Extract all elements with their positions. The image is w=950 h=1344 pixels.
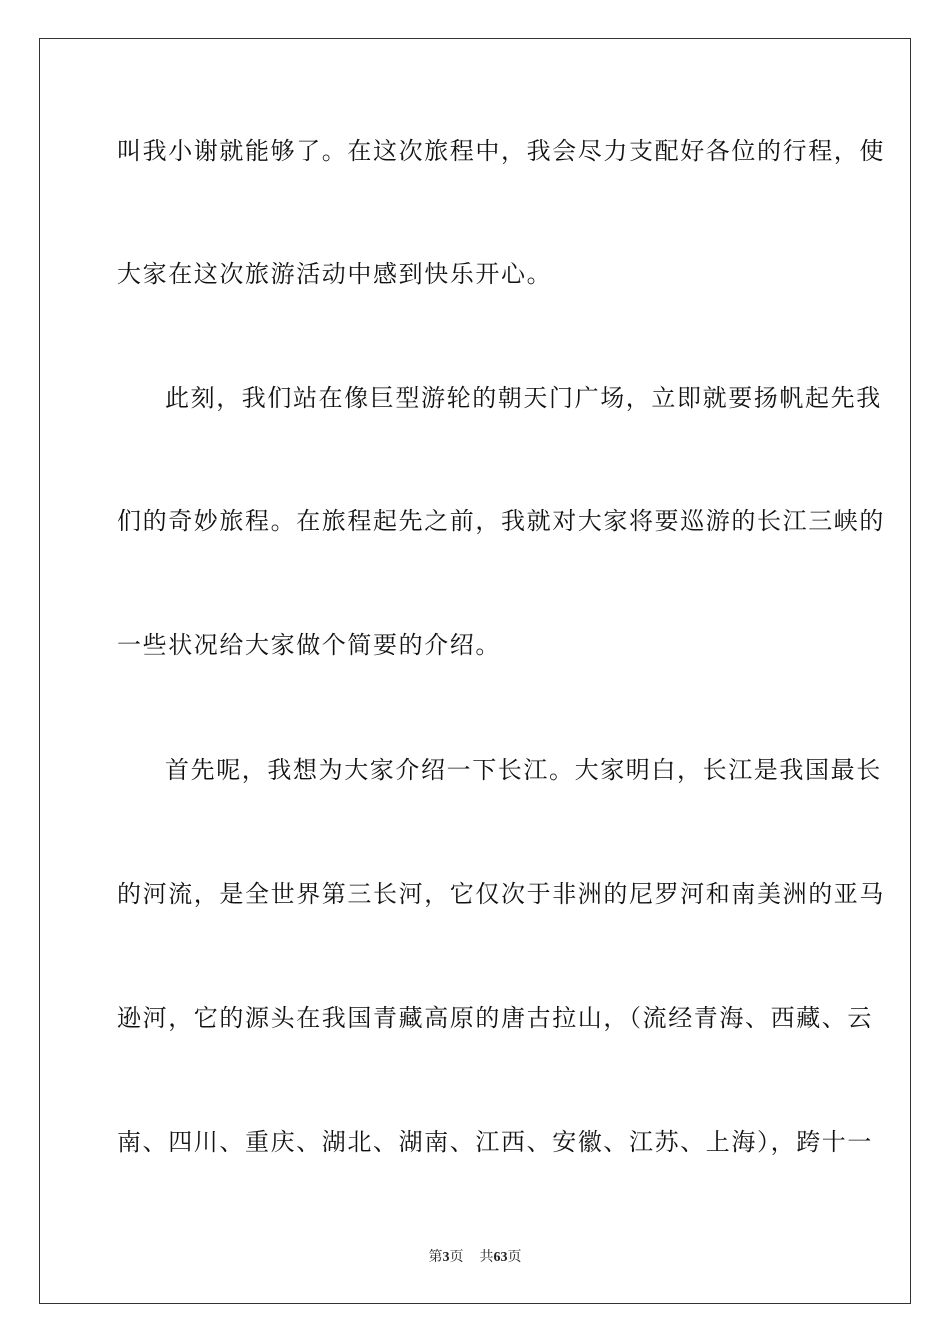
text-line: 的河流，是全世界第三长河，它仅次于非洲的尼罗河和南美洲的亚马: [117, 880, 885, 908]
page-border: [39, 38, 911, 1304]
text-line: 南、四川、重庆、湖北、湖南、江西、安徽、江苏、上海），跨十一: [117, 1128, 873, 1156]
total-pages: 63: [493, 1250, 508, 1265]
page-footer: [0, 1248, 950, 1267]
paragraph-first-line: 此刻，我们站在像巨型游轮的朝天门广场，立即就要扬帆起先我: [165, 384, 882, 412]
total-prefix: 共: [479, 1249, 494, 1265]
total-suffix: 页: [507, 1249, 522, 1265]
text-line: 一些状况给大家做个简要的介绍。: [117, 631, 501, 659]
paragraph-first-line: 首先呢，我想为大家介绍一下长江。大家明白，长江是我国最长: [165, 756, 882, 784]
text-line: 逊河，它的源头在我国青藏高原的唐古拉山，（流经青海、西藏、云: [117, 1004, 873, 1032]
text-line: 叫我小谢就能够了。在这次旅程中，我会尽力支配好各位的行程，使: [117, 137, 885, 165]
text-line: 们的奇妙旅程。在旅程起先之前，我就对大家将要巡游的长江三峡的: [117, 507, 885, 535]
page-suffix: 页: [449, 1249, 464, 1265]
text-line: 大家在这次旅游活动中感到快乐开心。: [117, 260, 553, 288]
page-number: 3: [442, 1250, 450, 1265]
page-prefix: 第: [428, 1249, 443, 1265]
